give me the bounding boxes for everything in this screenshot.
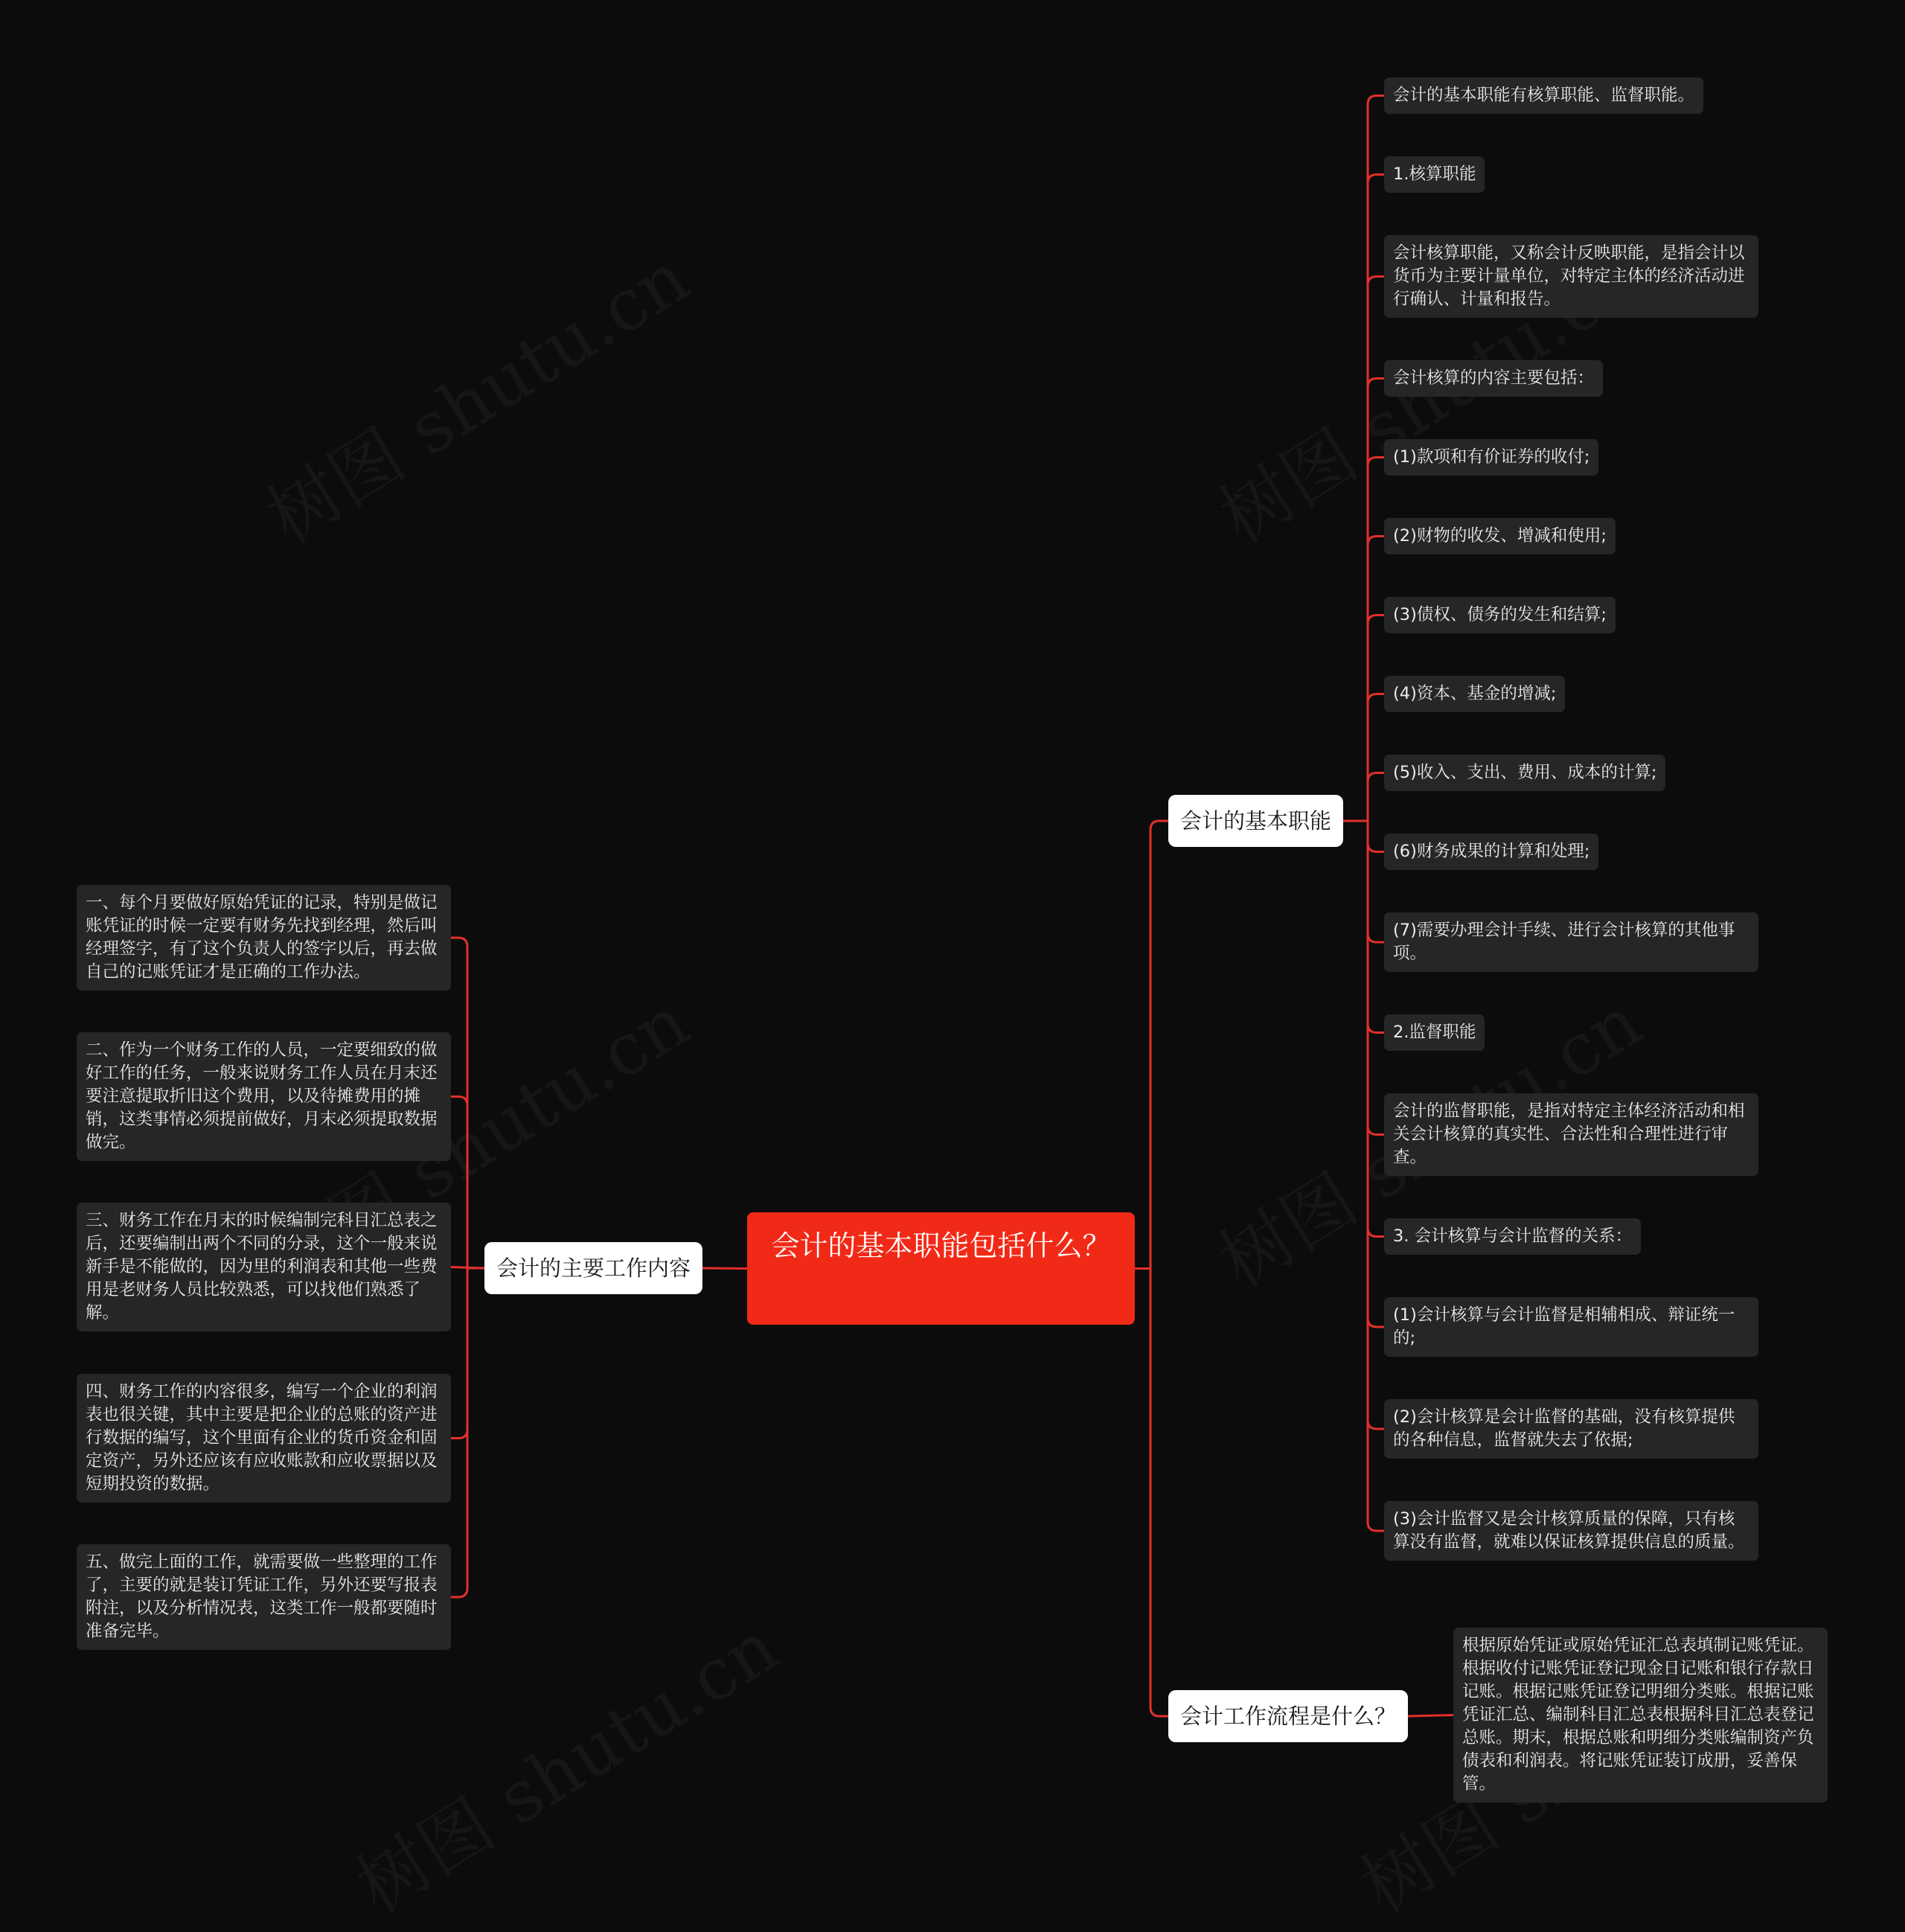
link-basic-leaf-7 <box>1343 615 1384 822</box>
link-basic-leaf-12 <box>1343 821 1384 1033</box>
link-root-branch-main-work <box>702 1268 747 1269</box>
left-leaf-4[interactable]: 四、财务工作的内容很多，编写一个企业的利润表也很关键，其中主要是把企业的总账的资产进行数据的编写，这个里面有企业的货币资金和固定资产，另外还应该有应收账款和应收票据以及短期投资的数据。 <box>77 1374 451 1503</box>
basic-leaf-15[interactable]: (1)会计核算与会计监督是相辅相成、辩证统一的; <box>1384 1297 1758 1357</box>
branch-workflow[interactable]: 会计工作流程是什么？ <box>1168 1690 1408 1742</box>
link-basic-leaf-8 <box>1343 694 1384 822</box>
link-basic-leaf-6 <box>1343 537 1384 822</box>
left-leaf-3[interactable]: 三、财务工作在月末的时候编制完科目汇总表之后，还要编制出两个不同的分录，这个一般来说新手是不能做的，因为里的利润表和其他一些费用是老财务人员比较熟悉，可以找他们熟悉了解。 <box>77 1203 451 1331</box>
link-basic-leaf-13 <box>1343 821 1384 1135</box>
branch-main-work[interactable]: 会计的主要工作内容 <box>484 1242 702 1294</box>
flow-leaf-1[interactable]: 根据原始凭证或原始凭证汇总表填制记账凭证。根据收付记账凭证登记现金日记账和银行存款日记账。根据记账凭证登记明细分类账。根据记账凭证汇总、编制科目汇总表根据科目汇总表登记总账。期末，根据总账和明细分类账编制资产负债表和利润表。将记账凭证装订成册，妥善保管。 <box>1453 1628 1828 1803</box>
link-left-leaf-5 <box>451 1268 484 1597</box>
watermark <box>246 223 705 563</box>
basic-leaf-2[interactable]: 1.核算职能 <box>1384 156 1485 193</box>
branch-basic-functions[interactable]: 会计的基本职能 <box>1168 795 1343 847</box>
link-flow-leaf-1 <box>1408 1715 1453 1717</box>
basic-leaf-17[interactable]: (3)会计监督又是会计核算质量的保障，只有核算没有监督，就难以保证核算提供信息的质量。 <box>1384 1501 1758 1561</box>
basic-leaf-16[interactable]: (2)会计核算是会计监督的基础，没有核算提供的各种信息，监督就失去了依据; <box>1384 1399 1758 1459</box>
link-basic-leaf-11 <box>1343 821 1384 942</box>
link-basic-leaf-5 <box>1343 458 1384 822</box>
link-basic-leaf-15 <box>1343 821 1384 1327</box>
root-topic[interactable]: 会计的基本职能包括什么？ <box>747 1212 1135 1325</box>
basic-leaf-7[interactable]: (3)债权、债务的发生和结算; <box>1384 597 1616 633</box>
basic-leaf-10[interactable]: (6)财务成果的计算和处理; <box>1384 834 1598 870</box>
link-root-branch-workflow <box>1135 1269 1168 1717</box>
link-left-leaf-3 <box>451 1267 484 1269</box>
left-leaf-1[interactable]: 一、每个月要做好原始凭证的记录，特别是做记账凭证的时候一定要有财务先找到经理，然后叫经理签字，有了这个负责人的签字以后，再去做自己的记账凭证才是正确的工作办法。 <box>77 885 451 991</box>
basic-leaf-9[interactable]: (5)收入、支出、费用、成本的计算; <box>1384 755 1665 791</box>
basic-leaf-11[interactable]: (7)需要办理会计手续、进行会计核算的其他事项。 <box>1384 912 1758 972</box>
basic-leaf-5[interactable]: (1)款项和有价证券的收付; <box>1384 439 1598 476</box>
basic-leaf-8[interactable]: (4)资本、基金的增减; <box>1384 676 1565 712</box>
left-leaf-2[interactable]: 二、作为一个财务工作的人员，一定要细致的做好工作的任务，一般来说财务工作人员在月末还要注意提取折旧这个费用，以及待摊费用的摊销，这类事情必须提前做好，月末必须提取数据做完。 <box>77 1032 451 1161</box>
link-basic-leaf-3 <box>1343 277 1384 822</box>
link-root-branch-basic-functions <box>1135 821 1168 1269</box>
link-basic-leaf-10 <box>1343 821 1384 852</box>
basic-leaf-4[interactable]: 会计核算的内容主要包括： <box>1384 360 1603 397</box>
basic-leaf-6[interactable]: (2)财物的收发、增减和使用; <box>1384 518 1616 554</box>
basic-leaf-12[interactable]: 2.监督职能 <box>1384 1014 1485 1051</box>
left-leaf-5[interactable]: 五、做完上面的工作，就需要做一些整理的工作了，主要的就是装订凭证工作，另外还要写报表附注，以及分析情况表，这类工作一般都要随时准备完毕。 <box>77 1544 451 1650</box>
basic-leaf-1[interactable]: 会计的基本职能有核算职能、监督职能。 <box>1384 77 1703 114</box>
link-left-leaf-4 <box>451 1268 484 1439</box>
basic-leaf-3[interactable]: 会计核算职能，又称会计反映职能，是指会计以货币为主要计量单位，对特定主体的经济活动进行确认、计量和报告。 <box>1384 235 1758 318</box>
link-basic-leaf-9 <box>1343 773 1384 822</box>
basic-leaf-13[interactable]: 会计的监督职能，是指对特定主体经济活动和相关会计核算的真实性、合法性和合理性进行审查。 <box>1384 1093 1758 1176</box>
basic-leaf-14[interactable]: 3. 会计核算与会计监督的关系： <box>1384 1218 1641 1255</box>
